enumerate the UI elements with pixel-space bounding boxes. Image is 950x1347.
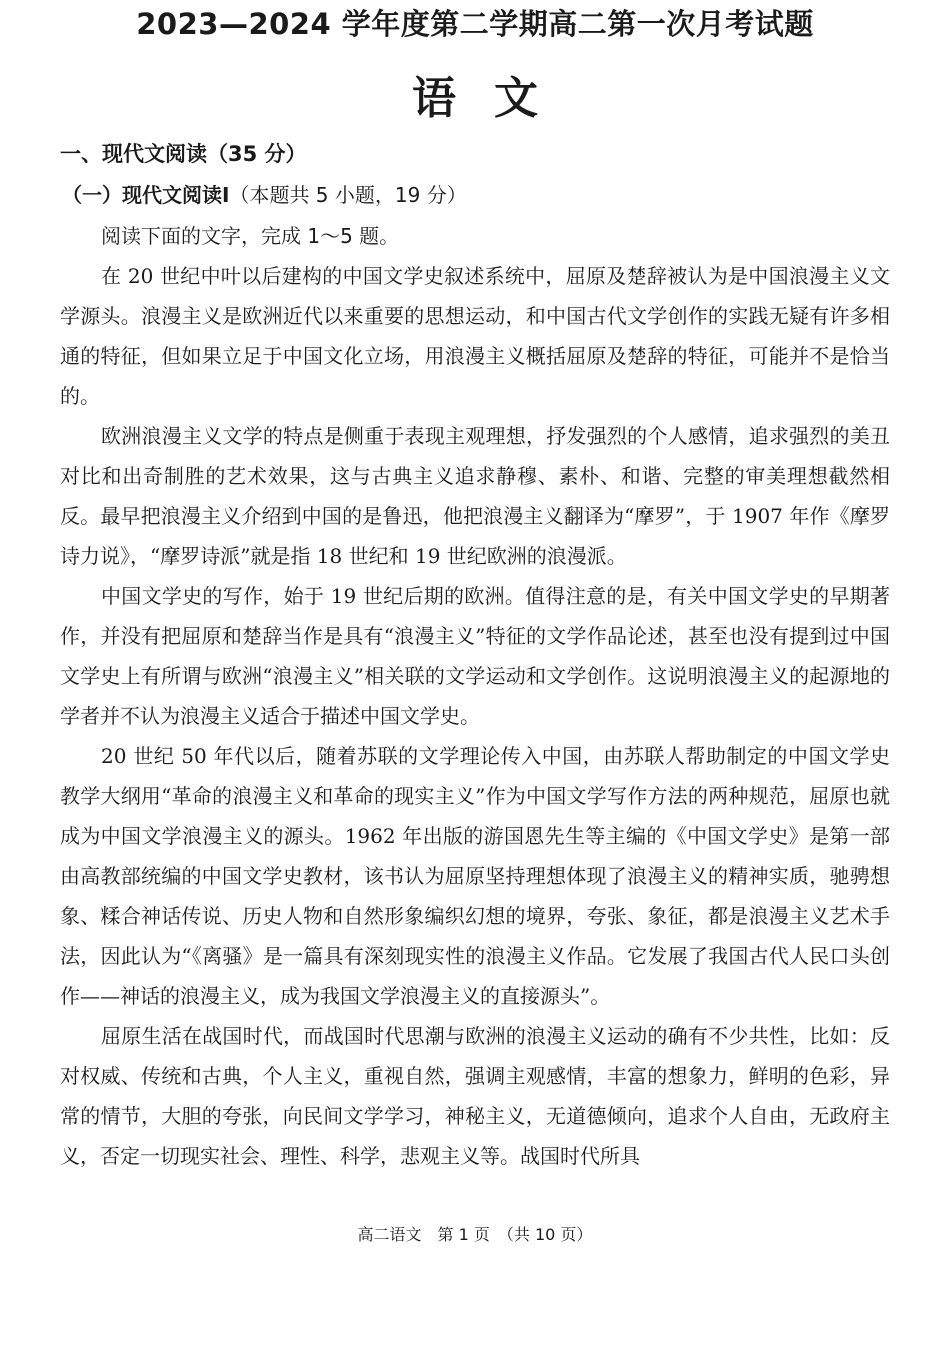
section-heading: 一、现代文阅读（35 分） <box>60 142 307 166</box>
page-footer: 高二语文 第 1 页 （共 10 页） <box>357 1225 593 1244</box>
reading-passage <box>60 256 890 1176</box>
subject-title: 语文 <box>412 73 576 124</box>
subsection-heading <box>62 179 467 208</box>
exam-title: 2023—2024 学年度第二学期高二第一次月考试题 <box>136 7 814 41</box>
subsection-detail: （本题共 5 小题，19 分） <box>229 183 467 207</box>
passage-paragraph: 屈原生活在战国时代，而战国时代思潮与欧洲的浪漫主义运动的确有不少共性，比如：反对权威、传统和古典，个人主义，重视自然，强调主观感情，丰富的想象力，鲜明的色彩，异常的情节，大胆的夸张，向民间文学学习，神秘主义，无道德倾向，追求个人自由，无政府主义，否定一切现实社会、理性、科学，悲观主义等。战国时代所具 <box>60 1024 890 1168</box>
passage-paragraph: 在 20 世纪中叶以后建构的中国文学史叙述系统中，屈原及楚辞被认为是中国浪漫主义文学源头。浪漫主义是欧洲近代以来重要的思想运动，和中国古代文学创作的实践无疑有许多相通的特征，但如果立足于中国文化立场，用浪漫主义概括屈原及楚辞的特征，可能并不是恰当的。 <box>60 264 890 408</box>
passage-paragraph: 中国文学史的写作，始于 19 世纪后期的欧洲。值得注意的是，有关中国文学史的早期著作，并没有把屈原和楚辞当作是具有“浪漫主义”特征的文学作品论述，甚至也没有提到过中国文学史上有所谓与欧洲“浪漫主义”相关联的文学运动和文学创作。这说明浪漫主义的起源地的学者并不认为浪漫主义适合于描述中国文学史。 <box>60 584 890 728</box>
reading-instruction: 阅读下面的文字，完成 1～5 题。 <box>101 224 400 248</box>
passage-paragraph: 欧洲浪漫主义文学的特点是侧重于表现主观理想，抒发强烈的个人感情，追求强烈的美丑对比和出奇制胜的艺术效果，这与古典主义追求静穆、素朴、和谐、完整的审美理想截然相反。最早把浪漫主义介绍到中国的是鲁迅，他把浪漫主义翻译为“摩罗”，于 1907 年作《摩罗诗力说》，“摩罗诗派”就是指 18 世纪和 19 世纪欧洲的浪漫派。 <box>60 424 890 568</box>
passage-paragraph: 20 世纪 50 年代以后，随着苏联的文学理论传入中国，由苏联人帮助制定的中国文学史教学大纲用“革命的浪漫主义和革命的现实主义”作为中国文学写作方法的两种规范，屈原也就成为中国文学浪漫主义的源头。1962 年出版的游国恩先生等主编的《中国文学史》是第一部由高教部统编的中国文学史教材，该书认为屈原坚持理想体现了浪漫主义的精神实质，驰骋想象、糅合神话传说、历史人物和自然形象编织幻想的境界，夸张、象征，都是浪漫主义艺术手法，因此认为“《离骚》是一篇具有深刻现实性的浪漫主义作品。它发展了我国古代人民口头创作——神话的浪漫主义，成为我国文学浪漫主义的直接源头”。 <box>60 744 890 1008</box>
subsection-label: （一）现代文阅读Ⅰ <box>62 183 230 207</box>
